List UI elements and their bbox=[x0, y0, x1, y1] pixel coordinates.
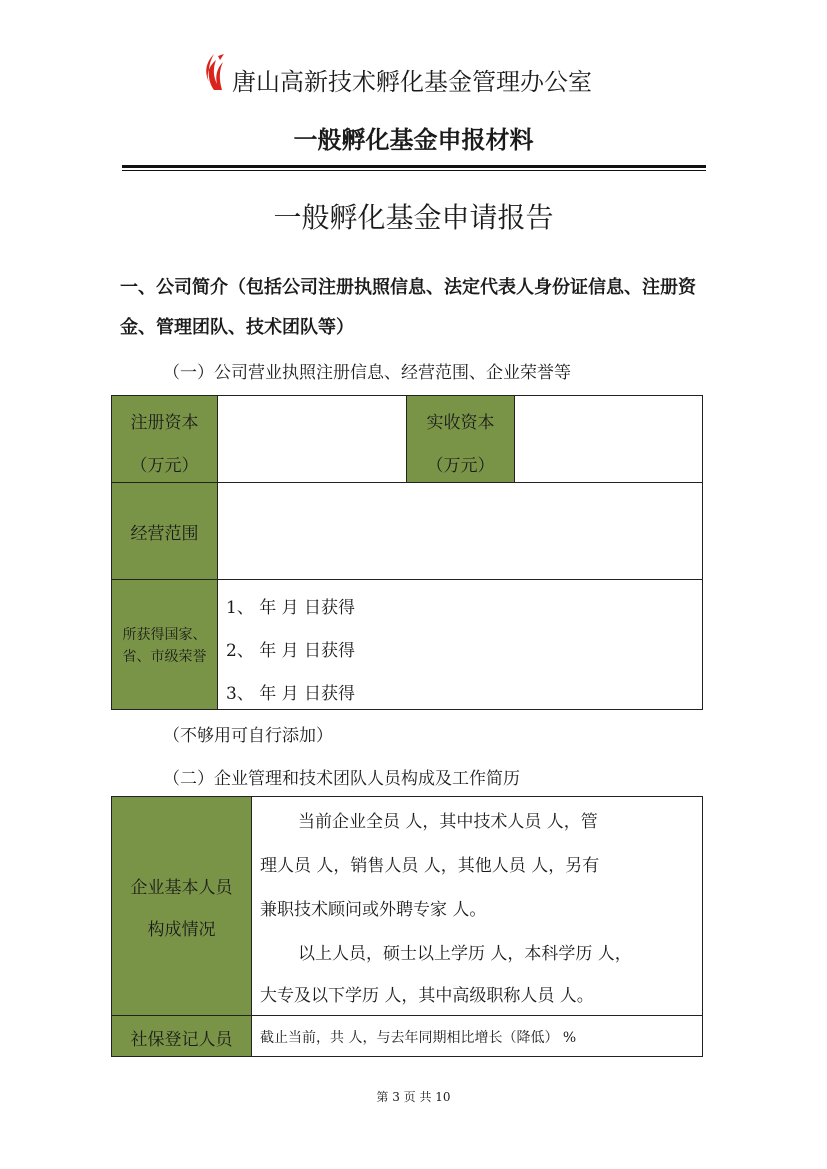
registered-capital-value-cell[interactable] bbox=[217, 395, 407, 483]
paid-capital-unit: （万元） bbox=[426, 456, 495, 476]
header-divider-thin bbox=[122, 170, 706, 171]
registered-capital-unit: （万元） bbox=[130, 456, 199, 476]
honor-line-2: 2、 年 月 日获得 bbox=[226, 641, 356, 661]
business-scope-label-cell bbox=[111, 482, 218, 580]
social-security-text: 截止当前，共 人，与去年同期相比增长（降低） % bbox=[260, 1030, 577, 1046]
registered-capital-label-cell bbox=[111, 395, 218, 483]
page-footer: 第 3 页 共 10 bbox=[376, 1090, 451, 1104]
business-scope-label: 经营范围 bbox=[130, 524, 199, 544]
organization-name: 唐山高新技术孵化基金管理办公室 bbox=[232, 68, 592, 96]
honors-label-cell bbox=[111, 579, 218, 710]
staff-composition-value-cell[interactable] bbox=[251, 796, 703, 1016]
staff-line-4: 以上人员，硕士以上学历 人，本科学历 人， bbox=[298, 944, 632, 964]
social-security-label: 社保登记人员 bbox=[130, 1030, 233, 1050]
staff-line-5: 大专及以下学历 人，其中高级职称人员 人。 bbox=[260, 986, 594, 1006]
staff-line-1: 当前企业全员 人，其中技术人员 人，管 bbox=[298, 812, 598, 832]
honor-line-1: 1、 年 月 日获得 bbox=[226, 598, 356, 618]
section2-heading: （二）企业管理和技术团队人员构成及工作简历 bbox=[163, 769, 520, 789]
staff-line-2: 理人员 人，销售人员 人，其他人员 人，另有 bbox=[260, 856, 600, 876]
honor-line-3: 3、 年 月 日获得 bbox=[226, 684, 356, 704]
registered-capital-label: 注册资本 bbox=[130, 413, 199, 433]
staff-composition-label-line1: 企业基本人员 bbox=[130, 878, 233, 898]
honors-label-line1: 所获得国家、 bbox=[122, 627, 207, 643]
business-scope-value-cell[interactable] bbox=[217, 482, 703, 580]
section1-sub-heading: （一）公司营业执照注册信息、经营范围、企业荣誉等 bbox=[163, 363, 571, 383]
document-subtitle: 一般孵化基金申报材料 bbox=[293, 126, 534, 154]
staff-composition-label-cell bbox=[111, 796, 252, 1016]
social-security-value-cell[interactable] bbox=[251, 1015, 703, 1057]
header-divider-thick bbox=[122, 165, 706, 168]
honors-label-line2: 省、市级荣誉 bbox=[122, 649, 207, 665]
add-more-note: （不够用可自行添加） bbox=[163, 726, 333, 746]
staff-composition-label-line2: 构成情况 bbox=[147, 920, 216, 940]
report-title: 一般孵化基金申请报告 bbox=[273, 201, 554, 234]
logo-icon bbox=[200, 52, 228, 92]
paid-capital-label-cell bbox=[406, 395, 515, 483]
honors-value-cell[interactable] bbox=[217, 579, 703, 710]
staff-line-3: 兼职技术顾问或外聘专家 人。 bbox=[260, 900, 487, 920]
paid-capital-value-cell[interactable] bbox=[514, 395, 703, 483]
paid-capital-label: 实收资本 bbox=[426, 413, 495, 433]
social-security-label-cell bbox=[111, 1015, 252, 1057]
section1-heading: 一、公司简介（包括公司注册执照信息、法定代表人身份证信息、注册资金、管理团队、技术团队等） bbox=[120, 277, 696, 338]
